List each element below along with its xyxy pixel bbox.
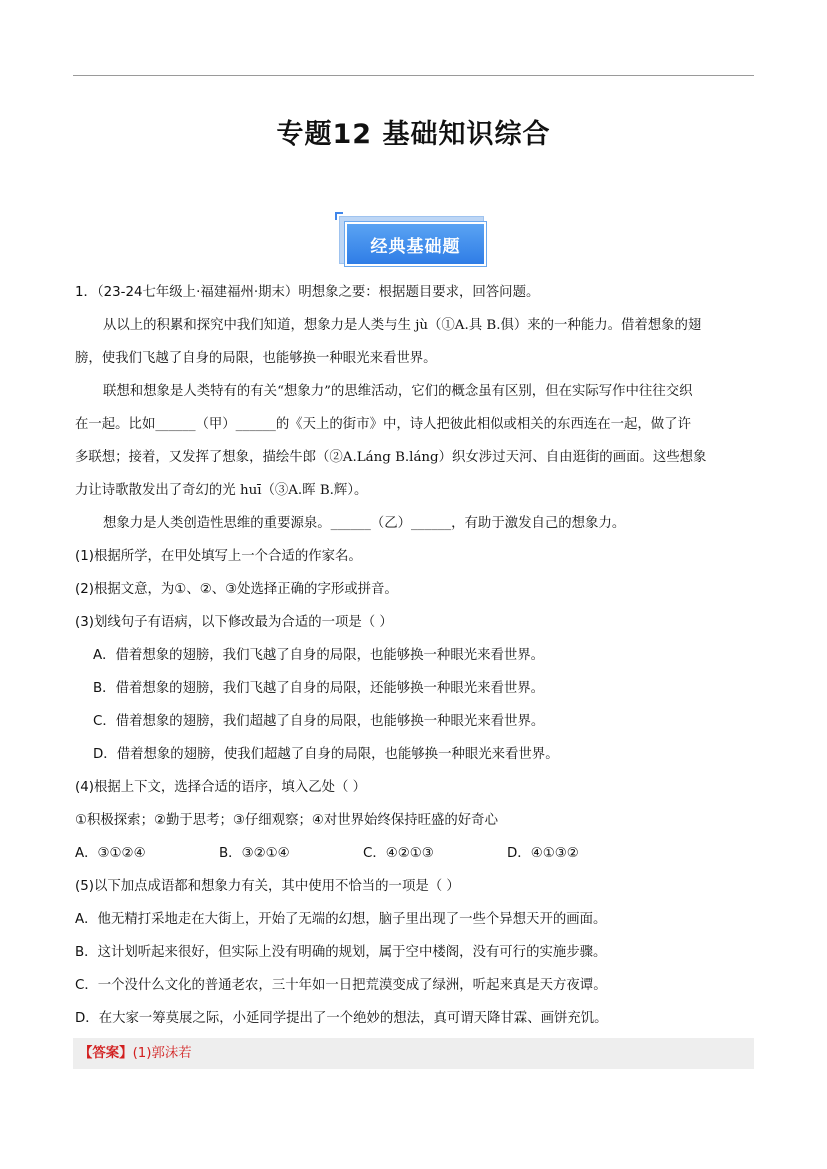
question-block	[75, 282, 755, 1041]
option-a: A．③①②④	[75, 846, 146, 861]
passage-line: 在一起。比如______（甲）______的《天上的街市》中，诗人把彼此相似或相关的东西连在一起，做了许	[75, 417, 691, 432]
option-c: C．借着想象的翅膀，我们超越了自身的局限，也能够换一种眼光来看世界。	[93, 714, 545, 729]
section-badge	[339, 216, 488, 268]
page-title: 专题12 基础知识综合	[276, 119, 551, 150]
sub-question-4: (4)根据上下文，选择合适的语序，填入乙处（ ）	[75, 780, 367, 795]
passage-line: 联想和想象是人类特有的有关“想象力”的思维活动，它们的概念虽有区别，但在实际写作中往往交织	[103, 384, 693, 399]
passage-line: 从以上的积累和探究中我们知道，想象力是人类与生 jù（①A.具 B.俱）来的一种能力。借着想象的翅	[103, 318, 702, 333]
option-b: B．这计划听起来很好，但实际上没有明确的规划，属于空中楼阁，没有可行的实施步骤。	[75, 945, 607, 960]
sub-question-4-options	[75, 843, 755, 876]
option-a: A．借着想象的翅膀，我们飞越了自身的局限，也能够换一种眼光来看世界。	[93, 648, 545, 663]
sub-question-3: (3)划线句子有语病，以下修改最为合适的一项是（ ）	[75, 615, 393, 630]
badge-label: 经典基础题	[345, 222, 486, 266]
option-c: C．④②①③	[363, 846, 434, 861]
passage-line: 多联想；接着，又发挥了想象，描绘牛郎（②A.Láng B.láng）织女涉过天河、自由逛街的画面。这些想象	[75, 450, 707, 465]
option-c: C．一个没什么文化的普通老农，三十年如一日把荒漠变成了绿洲，听起来真是天方夜谭。	[75, 978, 607, 993]
option-b: B．借着想象的翅膀，我们飞越了自身的局限，还能够换一种眼光来看世界。	[93, 681, 545, 696]
passage-line: 力让诗歌散发出了奇幻的光 huī（③A.晖 B.辉）。	[75, 483, 368, 498]
answer-label: 【答案】	[79, 1046, 133, 1061]
option-d: D．在大家一筹莫展之际，小延同学提出了一个绝妙的想法，真可谓天降甘霖、画饼充饥。	[75, 1011, 608, 1026]
sub-question-5: (5)以下加点成语都和想象力有关，其中使用不恰当的一项是（ ）	[75, 879, 460, 894]
answer-bar	[73, 1038, 754, 1069]
passage-line: 想象力是人类创造性思维的重要源泉。______（乙）______，有助于激发自己的想象力。	[103, 516, 626, 531]
option-d: D．借着想象的翅膀，使我们超越了自身的局限，也能够换一种眼光来看世界。	[93, 747, 559, 762]
header-rule	[73, 75, 754, 76]
sub-question-2: (2)根据文意，为①、②、③处选择正确的字形或拼音。	[75, 582, 398, 597]
badge-corner-mark	[335, 212, 343, 220]
option-a: A．他无精打采地走在大街上，开始了无端的幻想，脑子里出现了一些个异想天开的画面。	[75, 912, 607, 927]
passage-line: 膀，使我们飞越了自身的局限，也能够换一种眼光来看世界。	[75, 351, 437, 366]
answer-text: (1)郭沫若	[132, 1046, 192, 1061]
question-intro: 1．（23-24七年级上·福建福州·期末）明想象之要：根据题目要求，回答问题。	[75, 285, 540, 300]
option-d: D．④①③②	[507, 846, 579, 861]
option-b: B．③②①④	[219, 846, 290, 861]
sub-question-4-items: ①积极探索；②勤于思考；③仔细观察；④对世界始终保持旺盛的好奇心	[75, 813, 498, 828]
sub-question-1: (1)根据所学，在甲处填写上一个合适的作家名。	[75, 549, 362, 564]
